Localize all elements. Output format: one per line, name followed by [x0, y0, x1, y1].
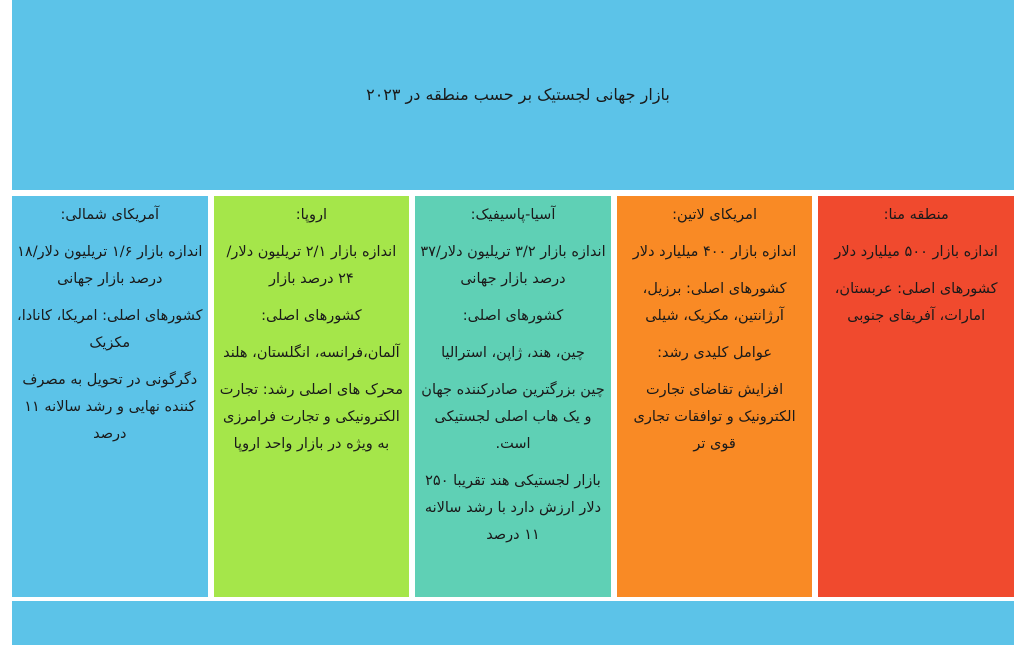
- region-paragraph: کشورهای اصلی: برزیل، آرژانتین، مکزیک، شیلی: [642, 281, 787, 324]
- region-paragraph: چین بزرگترین صادرکننده جهان و یک هاب اصلی لجستیکی است.: [421, 382, 605, 452]
- region-asia-pacific: [415, 196, 611, 597]
- region-paragraph: بازار لجستیکی هند تقریبا ۲۵۰ دلار ارزش دارد با رشد سالانه ۱۱ درصد: [424, 473, 602, 543]
- region-paragraph: آلمان،فرانسه، انگلستان، هلند: [223, 345, 400, 361]
- region-latin-america: [617, 196, 813, 597]
- region-title: امریکای لاتین:: [672, 207, 757, 223]
- region-title: منطقه منا:: [883, 207, 949, 223]
- region-title: اروپا:: [295, 207, 328, 223]
- header-banner: [12, 0, 1014, 190]
- region-columns: [12, 196, 1014, 597]
- region-paragraph: افزایش تقاضای تجارت الکترونیک و توافقات تجاری قوی تر: [633, 382, 796, 452]
- region-paragraph: عوامل کلیدی رشد:: [657, 345, 772, 361]
- region-paragraph: اندازه بازار ۲/۱ تریلیون دلار/ ۲۴ درصد بازار: [226, 244, 397, 287]
- region-paragraph: دگرگونی در تحویل به مصرف کننده نهایی و رشد سالانه ۱۱ درصد: [22, 372, 198, 442]
- footer-band: [12, 601, 1014, 645]
- page-title: بازار جهانی لجستیک بر حسب منطقه در ۲۰۲۳: [366, 84, 670, 104]
- region-europe: [214, 196, 410, 597]
- region-paragraph: کشورهای اصلی:: [462, 308, 564, 324]
- region-title: آمریکای شمالی:: [60, 207, 160, 223]
- region-paragraph: اندازه بازار ۵۰۰ میلیارد دلار: [834, 244, 998, 260]
- region-mena: [818, 196, 1014, 597]
- region-paragraph: اندازه بازار ۴۰۰ میلیارد دلار: [632, 244, 797, 260]
- region-paragraph: اندازه بازار ۳/۲ تریلیون دلار/۳۷ درصد بازار جهانی: [420, 244, 606, 287]
- region-paragraph: چین، هند، ژاپن، استرالیا: [441, 345, 585, 361]
- region-paragraph: کشورهای اصلی: عربستان، امارات، آفریقای جنوبی: [834, 281, 998, 324]
- region-paragraph: اندازه بازار ۱/۶ تریلیون دلار/۱۸ درصد بازار جهانی: [17, 244, 203, 287]
- region-paragraph: محرک های اصلی رشد: تجارت الکترونیکی و تجارت فرامرزی به ویژه در بازار واحد اروپا: [219, 382, 404, 452]
- region-north-america: [12, 196, 208, 597]
- region-paragraph: کشورهای اصلی:: [261, 308, 362, 324]
- region-title: آسیا-پاسیفیک:: [470, 207, 556, 223]
- region-paragraph: کشورهای اصلی: امریکا، کانادا، مکزیک: [17, 308, 203, 351]
